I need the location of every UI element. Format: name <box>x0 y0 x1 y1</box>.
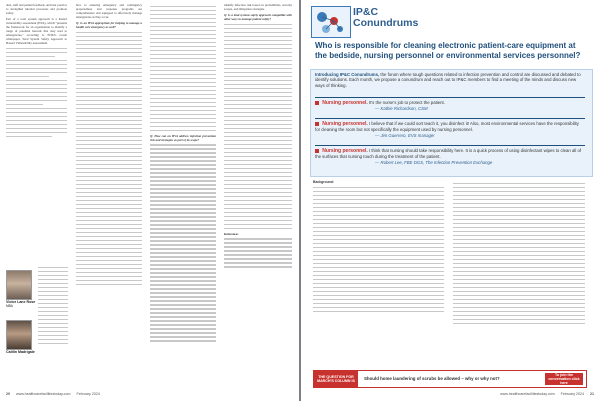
column-logo-title <box>353 7 418 29</box>
author-title-victor: MBA <box>6 304 13 308</box>
answer-2 <box>315 121 585 138</box>
answer-3-text: I think that nursing should take responsibility here. It is a quick process of using disinfectant wipes to clean all of the surfaces that nursing touch during the treatment of the patient. <box>315 148 582 160</box>
col1-top-text: data, staff and patient feedback, and best practice to strengthen internal processes and promote safety. <box>6 3 67 16</box>
red-square-icon <box>315 122 319 126</box>
left-column-2 <box>76 3 142 288</box>
answer-3 <box>315 148 585 165</box>
divider <box>315 118 585 119</box>
references-heading: References <box>224 231 239 236</box>
author-photo-victor <box>6 270 32 300</box>
answer-2-author: — Jim Guerrero, EVS manager <box>375 132 435 138</box>
answer-1-text: It's the nurse's job to protect the patient. <box>368 100 445 105</box>
col2-top-text: how to ensuring emergency and contingency preparedness and response programs are comprehensive and equipped to effectively manage emergencies as they occur. <box>76 3 142 20</box>
red-square-icon <box>315 149 319 153</box>
answer-3-label: Nursing personnel. <box>322 148 368 154</box>
col1-paragraph-2: Part of a total system approach is a hazard vulnerability assessment (HVA), which "presents the framework for an organization to identify a range of potential hazards that may lead to emergencies," according to ECRI's recent whitepaper, Total System Safety Approach to Hazard Vulnerability Assessment. <box>6 17 67 46</box>
logo-word: Conundrums <box>353 17 419 29</box>
col2-question: Q: Is an HVA appropriate for helping to manage a health care emergency as well? <box>76 21 142 30</box>
right-footer-url[interactable]: www.healthcarefacilitiestoday.com <box>500 392 555 396</box>
background-label: Background: <box>313 180 334 184</box>
author-name-caitlin: Caitlin Madrigale <box>6 350 35 354</box>
ipc-logo-icon <box>311 6 351 38</box>
author-caption-caitlin <box>6 350 36 354</box>
author-photo-caitlin <box>6 320 32 350</box>
intro-body: the forum where tough questions related to infection prevention and control are discussed and debated to identify solutions. Each month, we propose a conundrum and reach out to IP&C members to find a meeting of the minds and discuss new ways of thinking. <box>315 72 581 88</box>
answer-1-author: — Kathie Richardson, CSM <box>375 106 428 112</box>
divider <box>315 145 585 146</box>
left-page-number: 20 <box>6 392 10 396</box>
left-column-4 <box>224 3 292 270</box>
col3-question: Q: Is a total systems safety approach compatible with other ways to manage patient safety? <box>224 13 292 22</box>
author-name-victor: Victor Lane Rose <box>6 300 36 304</box>
right-footer <box>301 387 600 401</box>
next-question-label: THE QUESTION FOR MARCH'S COLUMN IS <box>314 371 358 387</box>
left-column-1 <box>6 3 67 140</box>
left-column-1-bottom <box>38 264 68 347</box>
left-footer-date: February 2024 <box>76 392 100 396</box>
answer-2-label: Nursing personnel. <box>322 121 368 127</box>
divider <box>315 97 585 98</box>
author-caption-victor <box>6 300 36 308</box>
left-page <box>0 0 299 401</box>
article-headline: Who is responsible for cleaning electronic patient-care equipment at the bedside, nursing personnel or environmental services personnel? <box>315 41 581 60</box>
answer-1-label: Nursing personnel. <box>322 100 368 106</box>
background-column-2 <box>453 180 585 327</box>
right-footer-date: February 2024 <box>560 392 584 396</box>
intro-label: Introducing IP&C Conundrums, <box>315 72 380 77</box>
next-question-strip <box>313 370 587 388</box>
logo-acronym: IP&C <box>353 6 379 18</box>
red-square-icon <box>315 101 319 105</box>
background-column-1 <box>313 180 444 315</box>
right-page <box>301 0 600 401</box>
left-footer-url[interactable]: www.healthcarefacilitiestoday.com <box>16 392 71 396</box>
answer-1 <box>315 100 585 112</box>
answer-3-author: — Robert Lee, FBE DGS, The Infection Prevention Exchange <box>375 159 493 165</box>
col4-question: Q: How can an HVA address infection prevention risk and strategies as part of its scope? <box>150 133 216 142</box>
left-footer <box>0 387 299 401</box>
left-column-3 <box>150 3 216 344</box>
answer-2-text: I believe that if we could sort teach it, you disinfect it! Also, most environmental services have the responsibility for cleaning the room but not specifically the equipment used by nursing personnel. <box>315 121 579 133</box>
join-conversation-button[interactable]: To join the conversation click here <box>545 373 583 385</box>
col3-top-text: identify infection risk based on probabilities, severity scopes, and mitigation strategies. <box>224 3 292 12</box>
right-page-number: 21 <box>590 392 594 396</box>
intro-text <box>315 72 585 88</box>
next-question-text: Should home laundering of scrubs be allowed – why or why not? <box>364 376 500 382</box>
